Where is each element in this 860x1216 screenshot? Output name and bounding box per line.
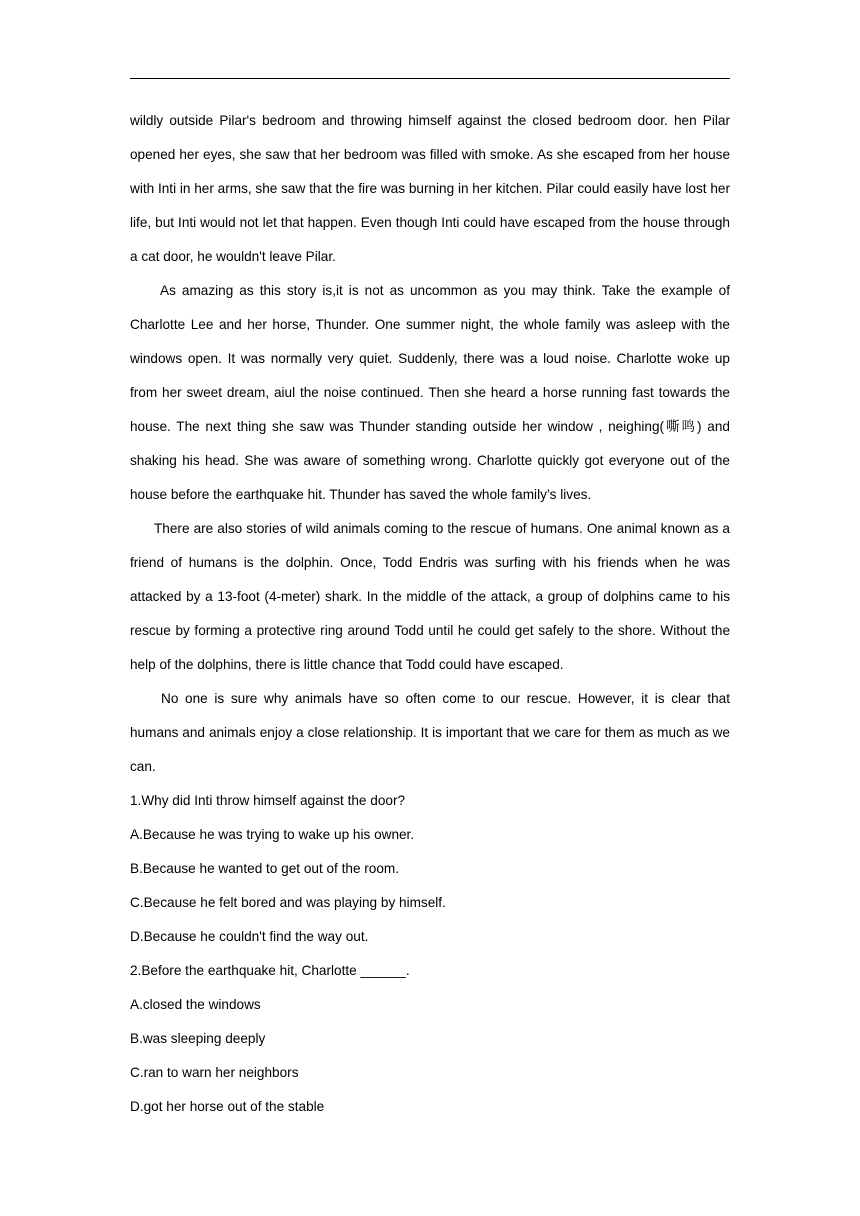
question-1-option-b: B.Because he wanted to get out of the room.: [130, 861, 400, 876]
question-2-option-a: A.closed the windows: [130, 997, 261, 1012]
question-2-stem: 2.Before the earthquake hit, Charlotte ______.: [130, 963, 410, 978]
question-2-option-d: D.got her horse out of the stable: [130, 1099, 325, 1114]
question-1-option-a: A.Because he was trying to wake up his owner.: [130, 827, 415, 842]
question-1-option-d: D.Because he couldn't find the way out.: [130, 929, 369, 944]
passage-paragraph-2: As amazing as this story is,it is not as uncommon as you may think. Take the example of Charlotte Lee and her horse, Thunder. One summer night, the whole family was asleep with the windows open. It was normally very quiet. Suddenly, there was a loud noise. Charlotte woke up from her sweet dream, aiul the noise continued. Then she heard a horse running fast towards the house. The next thing she saw was Thunder standing outside her window , neighing(嘶鸣) and shaking his head. She was aware of something wrong. Charlotte quickly got everyone out of the house before the earthquake hit. Thunder has saved the whole family’s lives.: [130, 283, 730, 502]
page-content: [130, 104, 730, 1124]
question-2-option-c: C.ran to warn her neighbors: [130, 1065, 299, 1080]
question-2-option-b: B.was sleeping deeply: [130, 1031, 266, 1046]
passage-paragraph-1: wildly outside Pilar's bedroom and throwing himself against the closed bedroom door. hen Pilar opened her eyes, she saw that her bedroom was filled with smoke. As she escaped from her house with Inti in her arms, she saw that the fire was burning in her kitchen. Pilar could easily have lost her life, but Inti would not let that happen. Even though Inti could have escaped from the house through a cat door, he wouldn't leave Pilar.: [130, 113, 730, 264]
header-rule: [130, 78, 730, 79]
question-1-stem: 1.Why did Inti throw himself against the door?: [130, 793, 406, 808]
passage-paragraph-4: No one is sure why animals have so often come to our rescue. However, it is clear that humans and animals enjoy a close relationship. It is important that we care for them as much as we can.: [130, 691, 730, 774]
passage-paragraph-3: There are also stories of wild animals coming to the rescue of humans. One animal known as a friend of humans is the dolphin. Once, Todd Endris was surfing with his friends when he was attacked by a 13-foot (4-meter) shark. In the middle of the attack, a group of dolphins came to his rescue by forming a protective ring around Todd until he could get safely to the shore. Without the help of the dolphins, there is little chance that Todd could have escaped.: [130, 521, 730, 672]
question-2: [130, 954, 730, 1124]
question-1: [130, 784, 730, 954]
question-1-option-c: C.Because he felt bored and was playing by himself.: [130, 895, 446, 910]
